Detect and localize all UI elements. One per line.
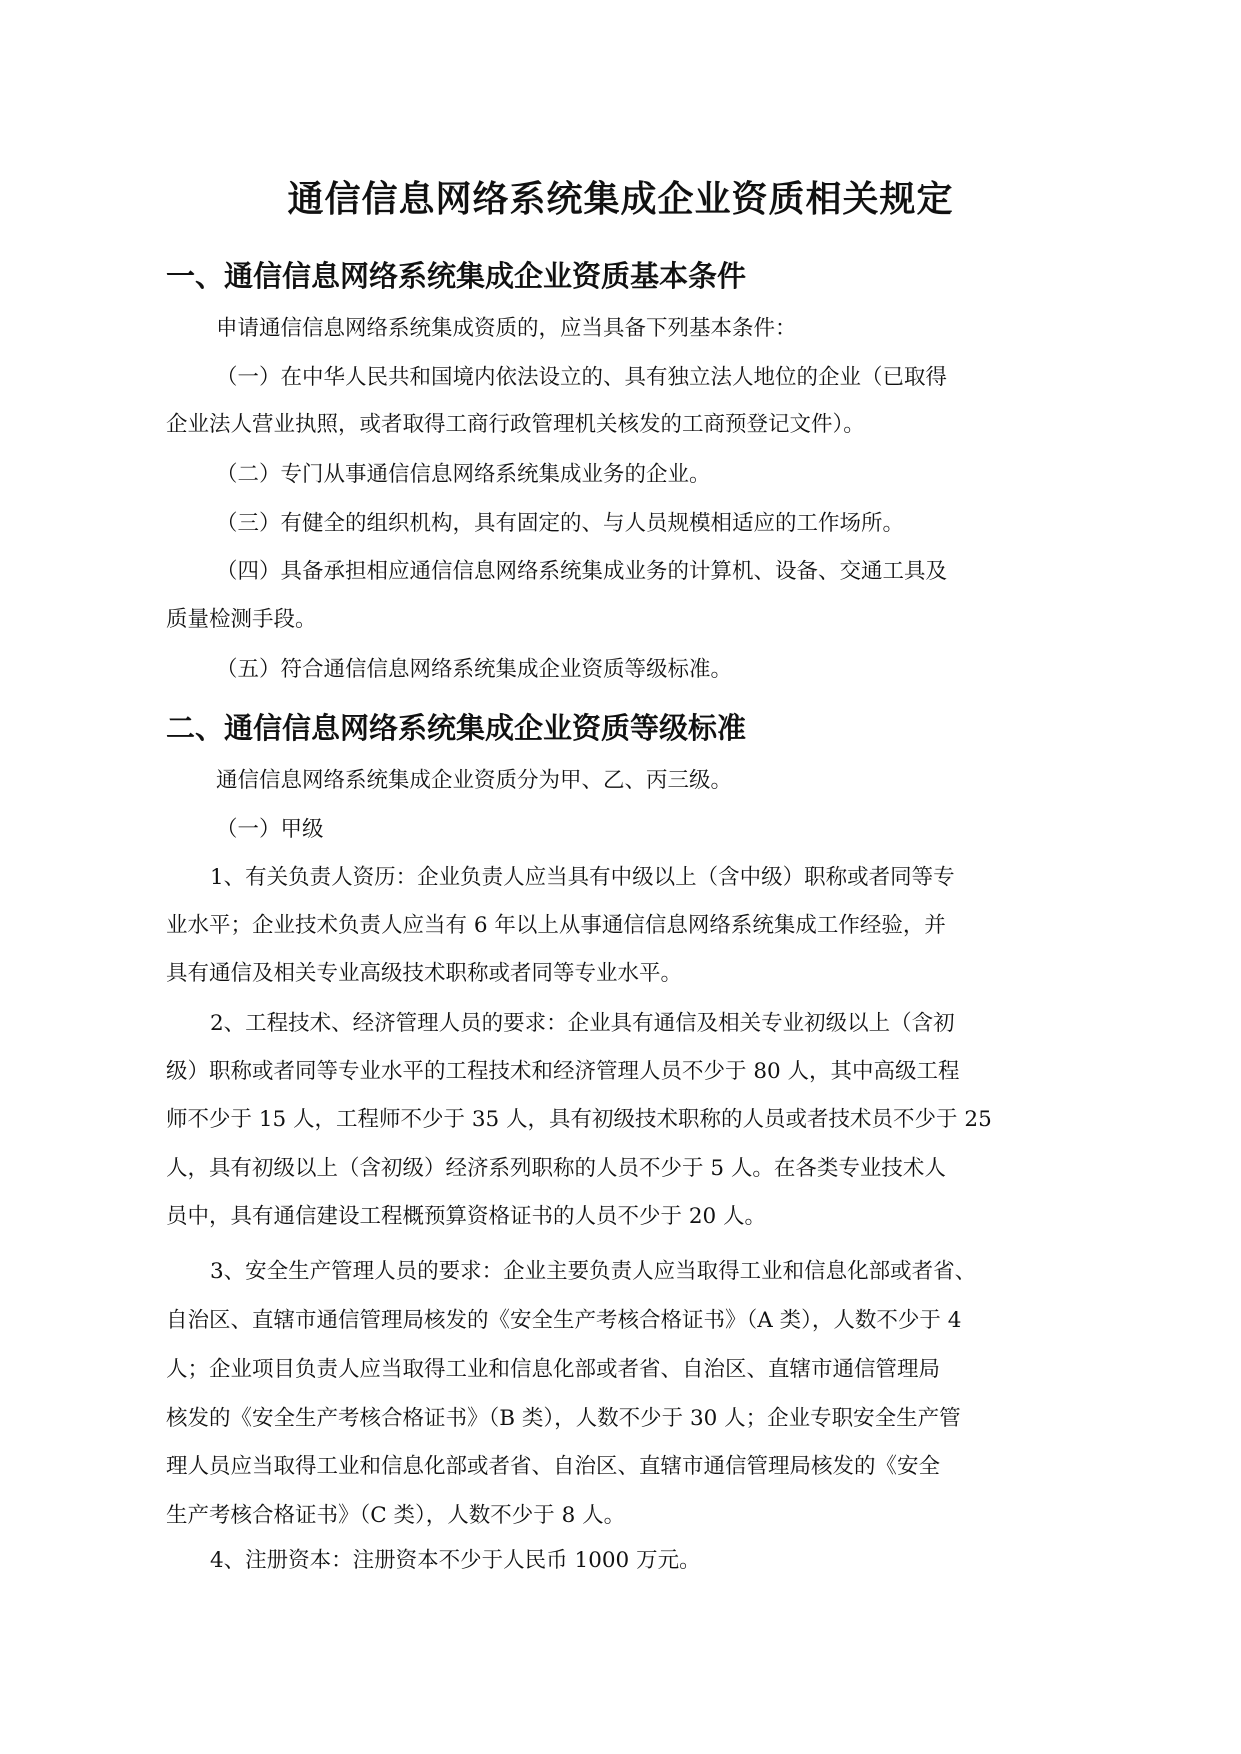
section-2-intro: 通信信息网络系统集成企业资质分为甲、乙、丙三级。 [216, 768, 733, 793]
paragraph-4: 4、注册资本：注册资本不少于人民币 1000 万元。 [210, 1548, 701, 1573]
section-2-heading: 二、通信信息网络系统集成企业资质等级标准 [166, 711, 747, 745]
paragraph-2-line-5: 员中，具有通信建设工程概预算资格证书的人员不少于 20 人。 [166, 1204, 767, 1229]
paragraph-1-line-3: 具有通信及相关专业高级技术职称或者同等专业水平。 [166, 961, 683, 986]
section-1-item-4-line-2: 质量检测手段。 [166, 607, 317, 632]
paragraph-3-line-4: 核发的《安全生产考核合格证书》（B 类），人数不少于 30 人；企业专职安全生产管 [166, 1406, 961, 1431]
section-1-heading: 一、通信信息网络系统集成企业资质基本条件 [166, 259, 747, 293]
section-1-item-1-line-2: 企业法人营业执照，或者取得工商行政管理机关核发的工商预登记文件）。 [166, 412, 865, 437]
paragraph-2-line-2: 级）职称或者同等专业水平的工程技术和经济管理人员不少于 80 人，其中高级工程 [166, 1059, 960, 1084]
section-1-item-4-line-1: （四）具备承担相应通信信息网络系统集成业务的计算机、设备、交通工具及 [216, 559, 948, 584]
paragraph-3-line-2: 自治区、直辖市通信管理局核发的《安全生产考核合格证书》（A 类），人数不少于 4 [166, 1308, 962, 1333]
grade-a-heading: （一）甲级 [216, 817, 324, 842]
section-1-item-2: （二）专门从事通信信息网络系统集成业务的企业。 [216, 462, 711, 487]
document-title: 通信信息网络系统集成企业资质相关规定 [287, 179, 954, 220]
paragraph-2-line-1: 2、工程技术、经济管理人员的要求：企业具有通信及相关专业初级以上（含初 [210, 1011, 955, 1036]
paragraph-3-line-3: 人；企业项目负责人应当取得工业和信息化部或者省、自治区、直辖市通信管理局 [166, 1357, 941, 1382]
paragraph-2-line-4: 人，具有初级以上（含初级）经济系列职称的人员不少于 5 人。在各类专业技术人 [166, 1156, 946, 1181]
section-1-item-1-line-1: （一）在中华人民共和国境内依法设立的、具有独立法人地位的企业（已取得 [216, 365, 948, 390]
paragraph-1-line-2: 业水平；企业技术负责人应当有 6 年以上从事通信信息网络系统集成工作经验，并 [166, 913, 946, 938]
section-1-item-3: （三）有健全的组织机构，具有固定的、与人员规模相适应的工作场所。 [216, 511, 905, 536]
section-1-intro: 申请通信信息网络系统集成资质的，应当具备下列基本条件： [216, 316, 797, 341]
paragraph-3-line-6: 生产考核合格证书》（C 类），人数不少于 8 人。 [166, 1503, 626, 1528]
paragraph-3-line-5: 理人员应当取得工业和信息化部或者省、自治区、直辖市通信管理局核发的《安全 [166, 1454, 941, 1479]
paragraph-1-line-1: 1、有关负责人资历：企业负责人应当具有中级以上（含中级）职称或者同等专 [210, 865, 955, 890]
section-1-item-5: （五）符合通信信息网络系统集成企业资质等级标准。 [216, 657, 733, 682]
paragraph-3-line-1: 3、安全生产管理人员的要求：企业主要负责人应当取得工业和信息化部或者省、 [210, 1259, 977, 1284]
paragraph-2-line-3: 师不少于 15 人，工程师不少于 35 人，具有初级技术职称的人员或者技术员不少于 25 [166, 1107, 992, 1132]
